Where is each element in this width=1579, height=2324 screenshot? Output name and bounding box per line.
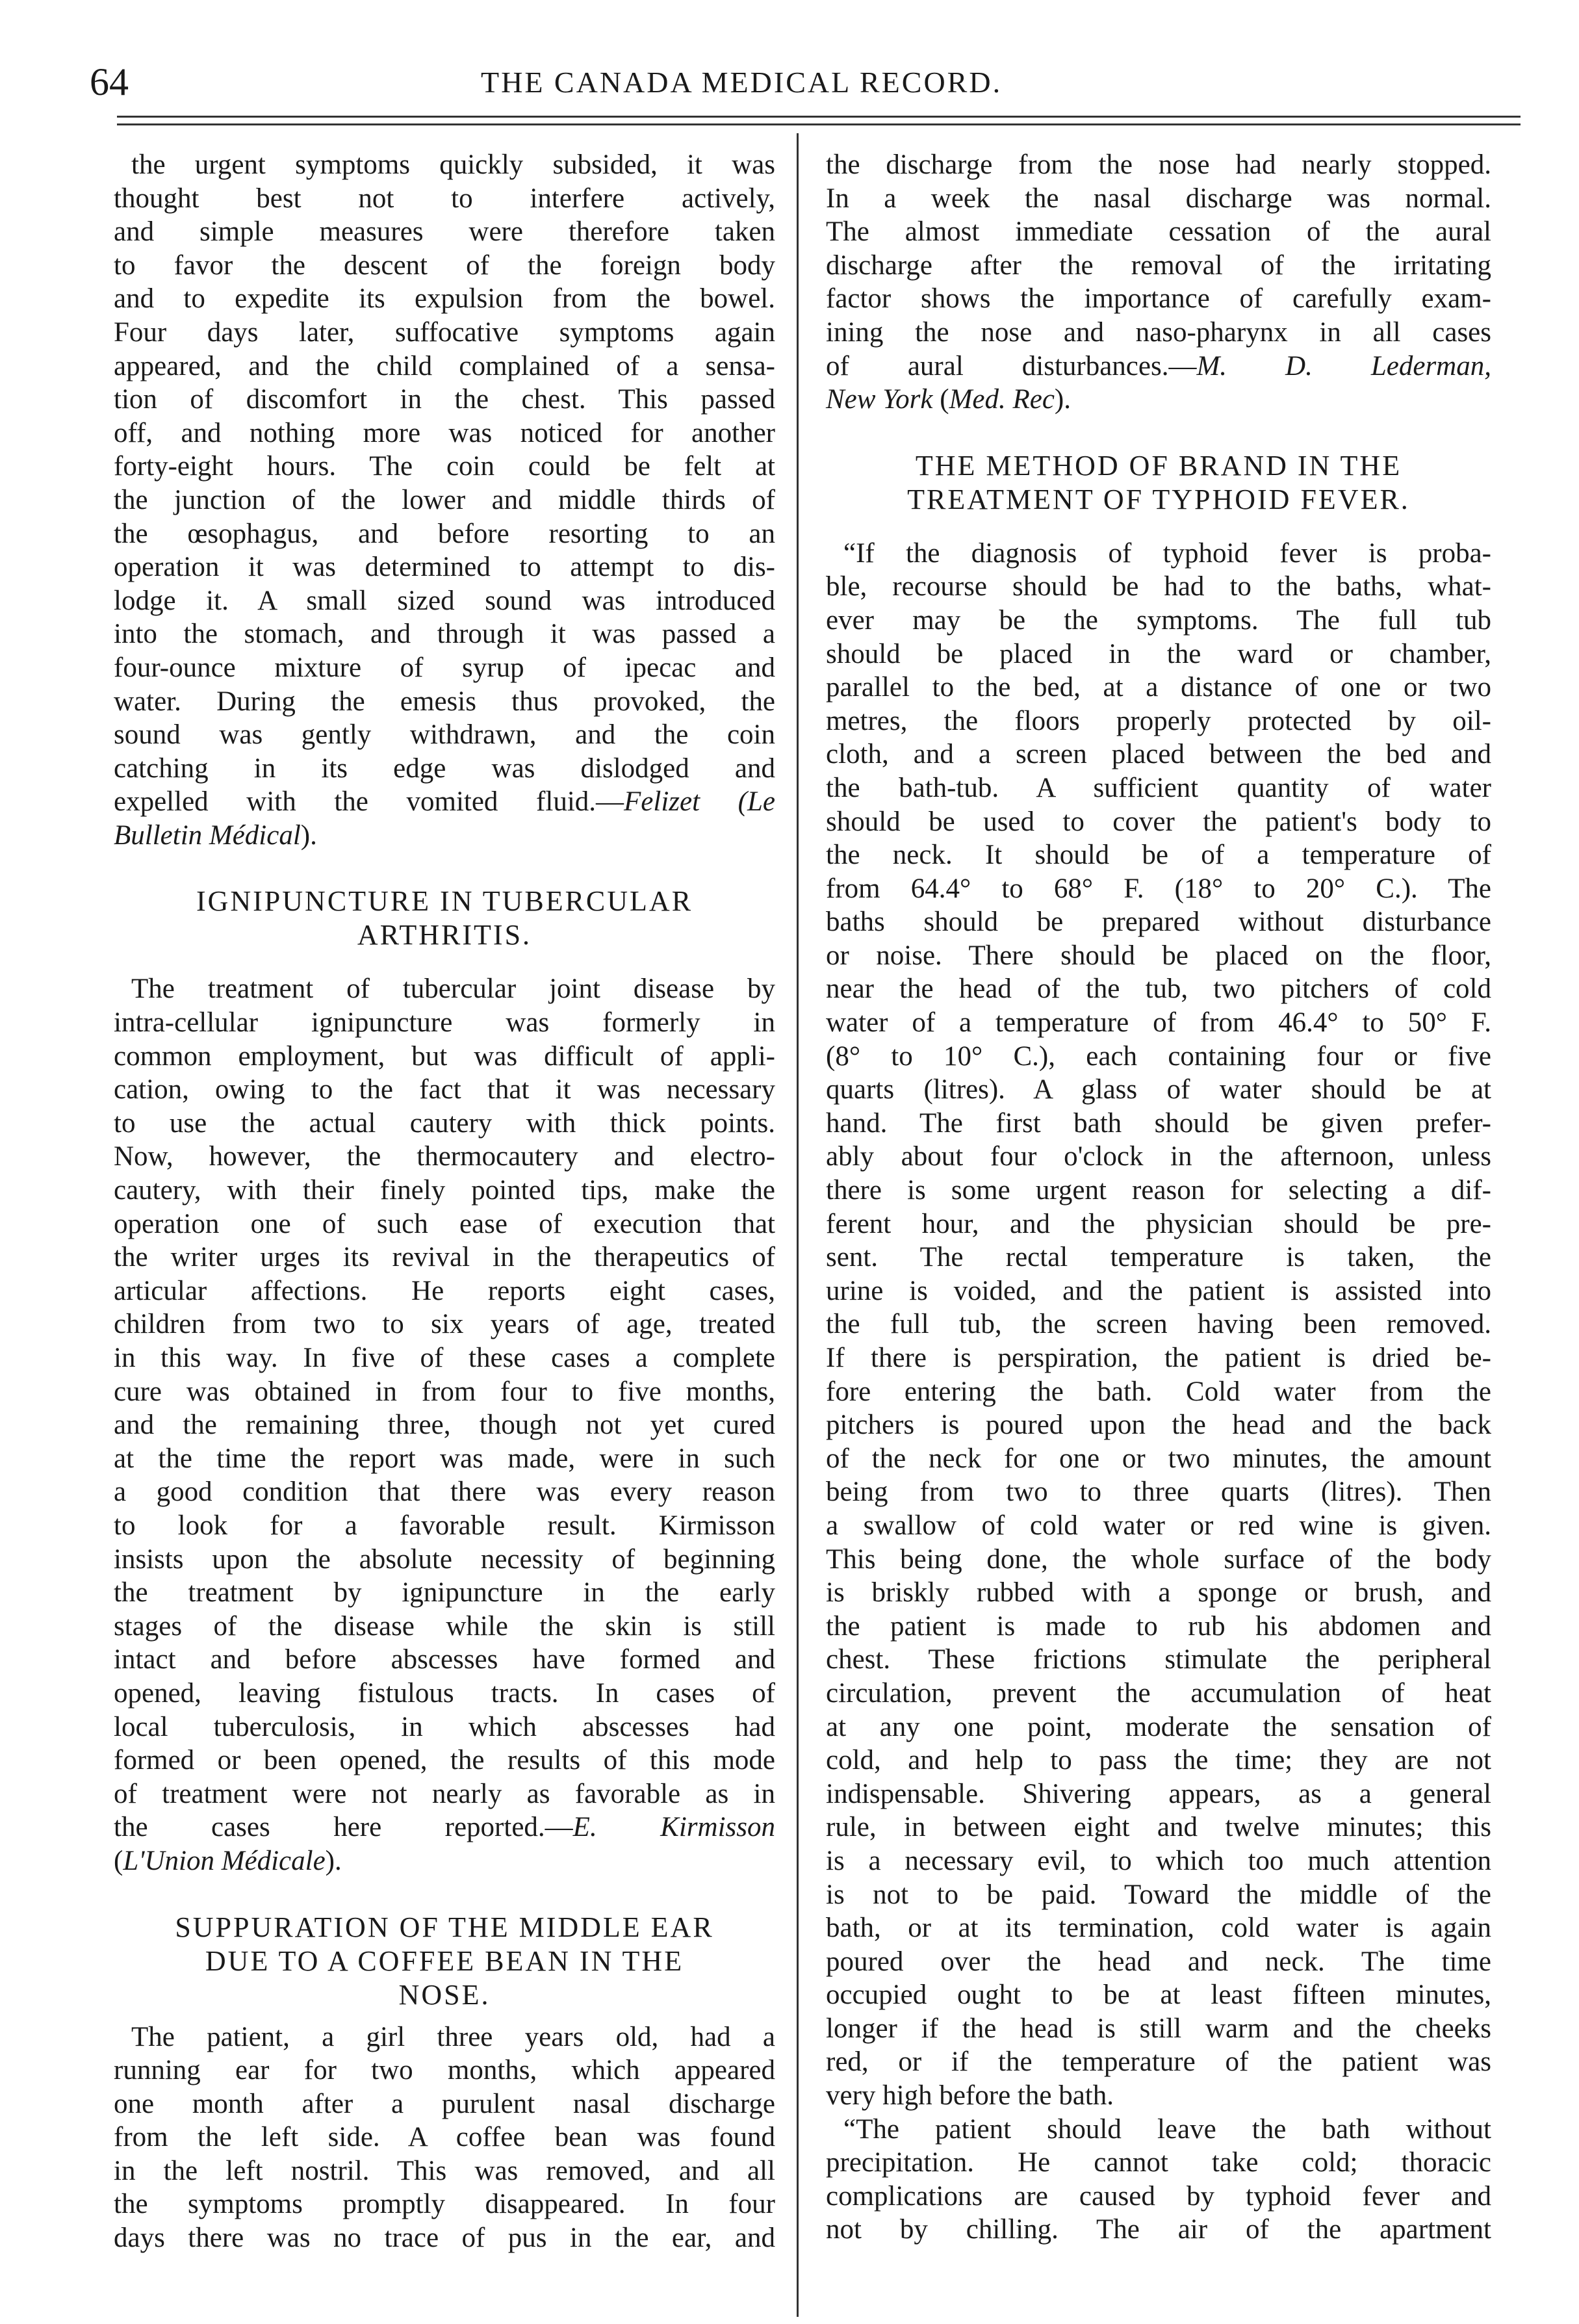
text-line: [826, 182, 1491, 216]
line-text: one month after a purulent nasal discharge: [114, 2088, 775, 2119]
text-line: [114, 1140, 775, 1174]
line-text: at any one point, moderate the sensation of: [826, 1711, 1491, 1742]
italic-citation: Felizet (Le: [624, 786, 775, 818]
text-line: [826, 1711, 1491, 1744]
text-line: [114, 1475, 775, 1509]
line-text: forty-eight hours. The coin could be felt at: [114, 451, 775, 482]
paragraph: [826, 148, 1491, 417]
line-text: The treatment of tubercular joint disease by: [131, 974, 775, 1005]
line-text: children from two to six years of age, treated: [114, 1309, 775, 1340]
line-text: there is some urgent reason for selecting a dif-: [826, 1175, 1491, 1206]
line-text: fore entering the bath. Cold water from the: [826, 1376, 1491, 1407]
text-line: [114, 1777, 775, 1811]
text-line: [114, 1308, 775, 1341]
line-text: factor shows the importance of carefully exam-: [826, 283, 1491, 315]
paragraph: [826, 2113, 1491, 2247]
page-number: 64: [90, 60, 129, 103]
text-line: [826, 604, 1491, 638]
text-line: [114, 1442, 775, 1476]
text-line: [826, 1174, 1491, 1207]
text-line: [114, 1811, 775, 1844]
line-text: a swallow of cold water or red wine is given.: [826, 1510, 1491, 1541]
line-text: and simple measures were therefore taken: [114, 216, 775, 248]
line-text: formed or been opened, the results of this mode: [114, 1745, 775, 1776]
line-text: red, or if the temperature of the patient was: [826, 2046, 1491, 2078]
line-text: of the neck for one or two minutes, the amount: [826, 1443, 1491, 1474]
line-text: The patient, a girl three years old, had a: [131, 2021, 775, 2052]
line-text: operation one of such ease of execution that: [114, 1208, 775, 1239]
text-line: [114, 1375, 775, 1409]
line-text: In a week the nasal discharge was normal.: [826, 183, 1491, 214]
text-line: [114, 617, 775, 651]
line-text: thought best not to interfere actively,: [114, 183, 775, 214]
text-line: [826, 570, 1491, 604]
text-line: [114, 651, 775, 685]
italic-citation: L'Union Médicale: [123, 1845, 326, 1876]
text-line: [114, 972, 775, 1006]
text-line: [826, 1140, 1491, 1174]
line-text: hand. The first bath should be given prefer-: [826, 1107, 1491, 1139]
heading-line: ARTHRITIS.: [357, 919, 532, 951]
line-text: from 64.4° to 68° F. (18° to 20° C.). The: [826, 873, 1491, 904]
text-line: [826, 1375, 1491, 1409]
journal-title: THE CANADA MEDICAL RECORD.: [481, 66, 1003, 99]
text-line: [826, 350, 1491, 383]
text-line: [826, 383, 1491, 417]
line-text: sent. The rectal temperature is taken, the: [826, 1242, 1491, 1273]
line-text: the patient is made to rub his abdomen and: [826, 1610, 1491, 1642]
text-line: [114, 1643, 775, 1677]
text-line: [826, 1543, 1491, 1577]
line-text: and to expedite its expulsion from the bowel.: [114, 283, 775, 315]
text-line: [114, 450, 775, 484]
text-line: [826, 805, 1491, 839]
line-text: into the stomach, and through it was passed a: [114, 619, 775, 650]
line-text: a good condition that there was every reason: [114, 1477, 775, 1508]
text-line: [114, 1073, 775, 1107]
line-text: not by chilling. The air of the apartment: [826, 2214, 1491, 2245]
text-line: [114, 1509, 775, 1543]
text-line: [114, 584, 775, 618]
line-text: tion of discomfort in the chest. This passed: [114, 384, 775, 415]
line-text: cloth, and a screen placed between the bed and: [826, 739, 1491, 770]
text-line: [826, 704, 1491, 738]
text-line: [114, 1107, 775, 1141]
section-heading: [826, 449, 1491, 517]
line-text: ever may be the symptoms. The full tub: [826, 604, 1491, 636]
line-text: (: [114, 1845, 123, 1876]
heading-line: NOSE.: [398, 1978, 491, 2011]
text-line: [114, 182, 775, 216]
line-text: pitchers is poured upon the head and the back: [826, 1410, 1491, 1441]
line-text: the neck. It should be of a temperature of: [826, 840, 1491, 871]
text-line: [826, 872, 1491, 906]
text-line: [826, 1241, 1491, 1274]
text-line: [826, 1274, 1491, 1308]
line-text: “If the diagnosis of typhoid fever is proba-: [843, 537, 1491, 569]
text-line: [826, 148, 1491, 182]
text-line: [114, 350, 775, 383]
line-text: poured over the head and neck. The time: [826, 1946, 1491, 1977]
line-text: of aural disturbances.—: [826, 350, 1197, 381]
line-text: local tuberculosis, in which abscesses had: [114, 1711, 775, 1742]
text-line: [114, 1341, 775, 1375]
text-line: [114, 2221, 775, 2255]
line-text: indispensable. Shivering appears, as a general: [826, 1778, 1491, 1809]
text-line: [114, 316, 775, 350]
text-line: [826, 1777, 1491, 1811]
line-text: and the remaining three, though not yet cured: [114, 1410, 775, 1441]
line-text: bath, or at its termination, cold water is again: [826, 1913, 1491, 1944]
paragraph: [114, 148, 775, 852]
line-text: If there is perspiration, the patient is dried be-: [826, 1343, 1491, 1373]
line-text: cation, owing to the fact that it was necessary: [114, 1074, 775, 1105]
line-text: in this way. In five of these cases a complete: [114, 1343, 775, 1373]
line-text: cautery, with their finely pointed tips, make the: [114, 1175, 775, 1206]
line-text: to use the actual cautery with thick points.: [114, 1107, 775, 1139]
paragraph: [114, 972, 775, 1878]
line-text: quarts (litres). A glass of water should be at: [826, 1074, 1491, 1105]
text-line: [114, 785, 775, 819]
text-line: [826, 2113, 1491, 2147]
line-text: the writer urges its revival in the therapeutics of: [114, 1242, 775, 1273]
line-text: circulation, prevent the accumulation of heat: [826, 1677, 1491, 1709]
line-text: ).: [300, 820, 317, 851]
line-text: discharge after the removal of the irritating: [826, 250, 1491, 281]
line-text: Now, however, the thermocautery and electro-: [114, 1141, 775, 1172]
text-line: [114, 1274, 775, 1308]
line-text: is not to be paid. Toward the middle of the: [826, 1879, 1491, 1910]
line-text: articular affections. He reports eight cases,: [114, 1275, 775, 1306]
line-text: precipitation. He cannot take cold; thoracic: [826, 2147, 1491, 2178]
text-line: [114, 1207, 775, 1241]
text-line: [826, 1911, 1491, 1945]
line-text: ining the nose and naso-pharynx in all cases: [826, 316, 1491, 348]
section-heading: [114, 1911, 775, 2012]
text-line: [826, 2079, 1491, 2113]
text-line: [826, 1040, 1491, 1074]
line-text: four-ounce mixture of syrup of ipecac and: [114, 652, 775, 683]
line-text: cold, and help to pass the time; they are not: [826, 1745, 1491, 1776]
text-line: [114, 550, 775, 584]
line-text: is a necessary evil, to which too much attention: [826, 1845, 1491, 1876]
text-line: [114, 1408, 775, 1442]
heading-line: THE METHOD OF BRAND IN THE: [915, 449, 1402, 482]
text-line: [826, 1844, 1491, 1878]
heading-line: DUE TO A COFFEE BEAN IN THE: [205, 1944, 684, 1977]
line-text: occupied ought to be at least fifteen minutes,: [826, 1980, 1491, 2011]
text-line: [826, 2180, 1491, 2214]
text-line: [826, 1107, 1491, 1141]
line-text: of treatment were not nearly as favorable as in: [114, 1778, 775, 1809]
text-line: [826, 838, 1491, 872]
line-text: (: [932, 384, 949, 415]
text-line: [114, 2021, 775, 2054]
line-text: chest. These frictions stimulate the peripheral: [826, 1644, 1491, 1675]
text-line: [826, 972, 1491, 1006]
line-text: near the head of the tub, two pitchers of cold: [826, 974, 1491, 1005]
text-line: [826, 1811, 1491, 1844]
text-line: [114, 417, 775, 450]
line-text: cure was obtained in from four to five months,: [114, 1376, 775, 1407]
text-line: [114, 1711, 775, 1744]
line-text: from the left side. A coffee bean was found: [114, 2122, 775, 2153]
line-text: longer if the head is still warm and the cheeks: [826, 2013, 1491, 2044]
text-line: [114, 2087, 775, 2121]
line-text: to favor the descent of the foreign body: [114, 250, 775, 281]
heading-line: SUPPURATION OF THE MIDDLE EAR: [175, 1911, 714, 1943]
column-divider: [797, 133, 799, 2317]
line-text: ferent hour, and the physician should be pre-: [826, 1208, 1491, 1239]
line-text: complications are caused by typhoid fever and: [826, 2180, 1491, 2212]
text-line: [114, 383, 775, 417]
line-text: off, and nothing more was noticed for another: [114, 417, 775, 448]
text-line: [826, 1073, 1491, 1107]
text-line: [826, 1442, 1491, 1476]
text-line: [114, 1576, 775, 1610]
line-text: should be placed in the ward or chamber,: [826, 638, 1491, 669]
text-line: [826, 1643, 1491, 1677]
text-line: [826, 939, 1491, 973]
text-line: [826, 1610, 1491, 1644]
line-text: (8° to 10° C.), each containing four or five: [826, 1040, 1491, 1072]
line-text: sound was gently withdrawn, and the coin: [114, 719, 775, 751]
line-text: lodge it. A small sized sound was introduced: [114, 585, 775, 616]
line-text: at the time the report was made, were in such: [114, 1443, 775, 1474]
text-line: [114, 1610, 775, 1644]
header-rule-bottom: [117, 123, 1521, 125]
text-line: [114, 1543, 775, 1577]
text-line: [114, 517, 775, 551]
text-line: [826, 1677, 1491, 1711]
line-text: to look for a favorable result. Kirmisson: [114, 1510, 775, 1541]
line-text: insists upon the absolute necessity of beginning: [114, 1543, 775, 1575]
line-text: stages of the disease while the skin is still: [114, 1610, 775, 1642]
text-line: [826, 1744, 1491, 1777]
line-text: ).: [325, 1845, 342, 1876]
text-line: [114, 2054, 775, 2087]
italic-citation: Bulletin Médical: [114, 820, 301, 851]
text-line: [114, 2188, 775, 2221]
text-line: [114, 1677, 775, 1711]
line-text: metres, the floors properly protected by oil-: [826, 705, 1491, 736]
line-text: water. During the emesis thus provoked, the: [114, 686, 775, 717]
line-text: water of a temperature of from 46.4° to 50° F.: [826, 1007, 1491, 1039]
paragraph: [826, 537, 1491, 2113]
text-line: [826, 1308, 1491, 1341]
header-rule-top: [117, 116, 1521, 118]
line-text: being from two to three quarts (litres). Then: [826, 1477, 1491, 1508]
line-text: the bath-tub. A sufficient quantity of water: [826, 772, 1491, 803]
line-text: appeared, and the child complained of a sensa-: [114, 350, 775, 381]
line-text: is briskly rubbed with a sponge or brush, and: [826, 1577, 1491, 1608]
text-line: [114, 282, 775, 316]
text-line: [826, 537, 1491, 571]
text-line: [114, 1844, 775, 1878]
text-line: [826, 2012, 1491, 2046]
text-line: [114, 1006, 775, 1040]
text-line: [826, 1408, 1491, 1442]
text-line: [114, 1040, 775, 1074]
text-line: [114, 819, 775, 853]
text-line: [826, 215, 1491, 249]
line-text: rule, in between eight and twelve minutes; this: [826, 1812, 1491, 1843]
line-text: the full tub, the screen having been removed.: [826, 1309, 1491, 1340]
italic-citation: Med. Rec: [949, 384, 1055, 415]
text-line: [826, 1878, 1491, 1912]
line-text: expelled with the vomited fluid.—: [114, 786, 624, 818]
line-text: should be used to cover the patient's body to: [826, 806, 1491, 837]
text-line: [114, 2121, 775, 2154]
text-line: [114, 718, 775, 752]
text-line: [826, 1576, 1491, 1610]
line-text: intact and before abscesses have formed and: [114, 1644, 775, 1675]
text-line: [826, 1207, 1491, 1241]
text-line: [114, 1241, 775, 1274]
text-line: [826, 771, 1491, 805]
text-line: [826, 2213, 1491, 2247]
text-line: [826, 249, 1491, 283]
line-text: ).: [1054, 384, 1071, 415]
line-text: very high before the bath.: [826, 2080, 1114, 2111]
text-line: [826, 1509, 1491, 1543]
text-line: [826, 2146, 1491, 2180]
italic-citation: New York: [826, 384, 933, 415]
text-line: [114, 1174, 775, 1207]
text-line: [826, 2045, 1491, 2079]
text-line: [826, 1006, 1491, 1040]
text-line: [826, 1475, 1491, 1509]
line-text: The almost immediate cessation of the aural: [826, 216, 1491, 248]
line-text: the œsophagus, and before resorting to an: [114, 518, 775, 549]
text-line: [826, 1978, 1491, 2012]
text-line: [826, 738, 1491, 771]
text-line: [114, 2154, 775, 2188]
line-text: running ear for two months, which appeared: [114, 2055, 775, 2086]
left-column: [114, 148, 775, 2255]
line-text: or noise. There should be placed on the floor,: [826, 940, 1491, 971]
heading-line: IGNIPUNCTURE IN TUBERCULAR: [196, 885, 693, 918]
line-text: the symptoms promptly disappeared. In four: [114, 2189, 775, 2220]
text-line: [826, 671, 1491, 704]
text-line: [826, 1341, 1491, 1375]
line-text: the urgent symptoms quickly subsided, it was: [131, 149, 775, 180]
line-text: catching in its edge was dislodged and: [114, 753, 775, 784]
text-line: [114, 1744, 775, 1777]
text-line: [114, 484, 775, 517]
line-text: ble, recourse should be had to the baths, what-: [826, 571, 1491, 602]
text-line: [826, 1945, 1491, 1979]
line-text: the junction of the lower and middle thirds of: [114, 484, 775, 515]
line-text: the discharge from the nose had nearly stopped.: [826, 149, 1491, 180]
text-line: [114, 215, 775, 249]
text-line: [114, 249, 775, 283]
line-text: the treatment by ignipuncture in the early: [114, 1577, 775, 1608]
line-text: operation it was determined to attempt to dis-: [114, 552, 775, 583]
text-line: [826, 316, 1491, 350]
line-text: parallel to the bed, at a distance of one or two: [826, 672, 1491, 703]
line-text: in the left nostril. This was removed, and all: [114, 2155, 775, 2186]
paragraph: [114, 2021, 775, 2255]
line-text: urine is voided, and the patient is assisted into: [826, 1275, 1491, 1306]
line-text: days there was no trace of pus in the ear, and: [114, 2223, 775, 2254]
line-text: the cases here reported.—: [114, 1812, 573, 1843]
text-line: [826, 905, 1491, 939]
line-text: Four days later, suffocative symptoms again: [114, 316, 775, 348]
text-line: [114, 148, 775, 182]
italic-citation: M. D. Lederman,: [1196, 350, 1491, 381]
line-text: “The patient should leave the bath without: [843, 2113, 1491, 2145]
text-line: [114, 685, 775, 719]
line-text: baths should be prepared without disturbance: [826, 907, 1491, 938]
section-heading: [114, 884, 775, 952]
text-line: [826, 282, 1491, 316]
line-text: common employment, but was difficult of appli-: [114, 1040, 775, 1072]
heading-line: TREATMENT OF TYPHOID FEVER.: [907, 483, 1410, 515]
line-text: ably about four o'clock in the afternoon, unless: [826, 1141, 1491, 1172]
right-column: [826, 148, 1491, 2247]
text-line: [826, 638, 1491, 671]
line-text: opened, leaving fistulous tracts. In cases of: [114, 1677, 775, 1709]
line-text: intra-cellular ignipuncture was formerly in: [114, 1007, 775, 1039]
line-text: This being done, the whole surface of the body: [826, 1543, 1491, 1575]
text-line: [114, 752, 775, 786]
italic-citation: E. Kirmisson: [572, 1812, 775, 1843]
